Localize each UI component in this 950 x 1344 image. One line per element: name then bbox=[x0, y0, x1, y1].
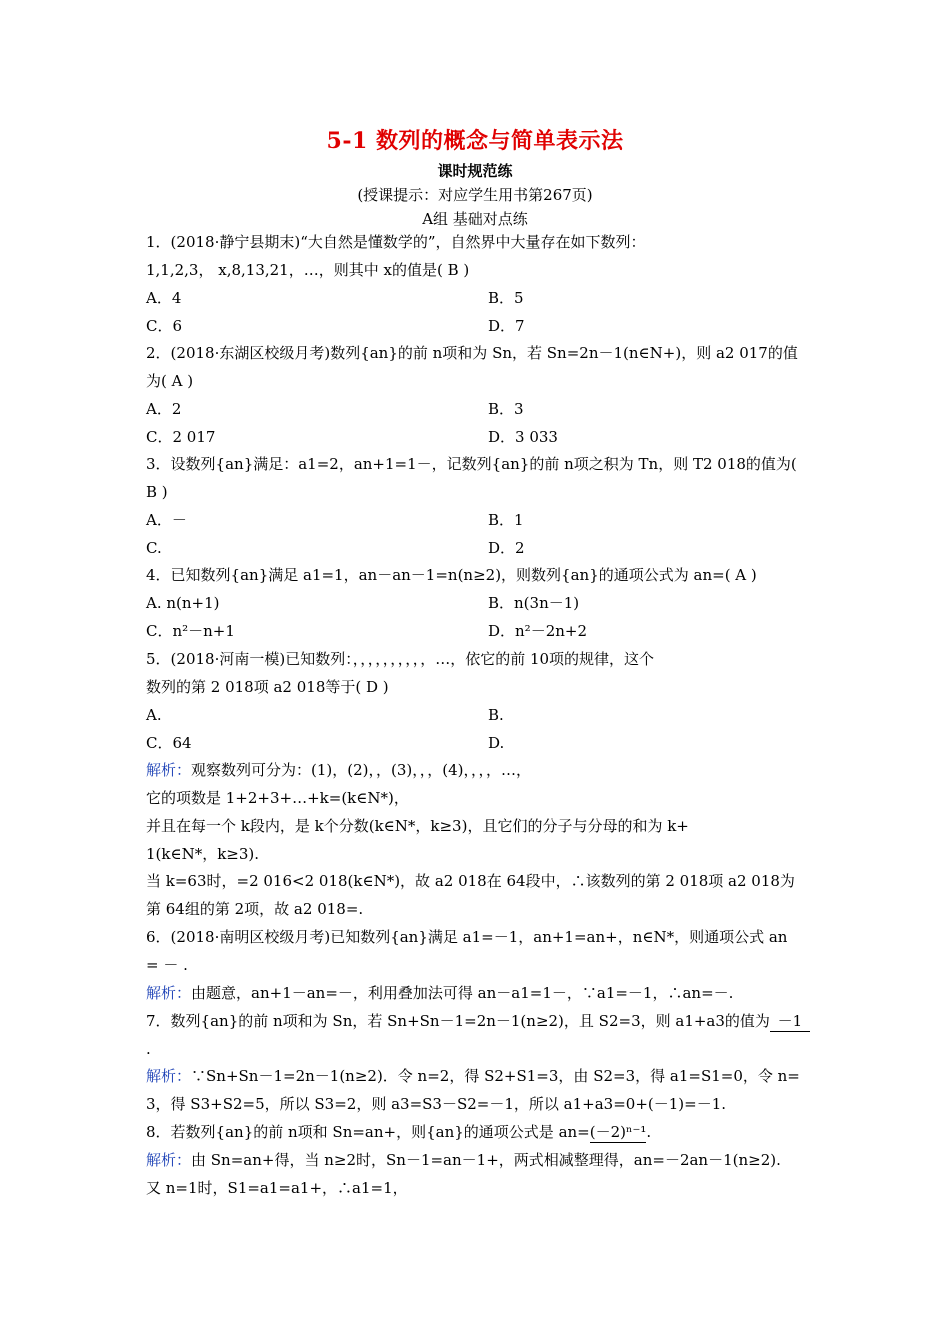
solution-5-line-4: 1(k∈N*，k≥3). bbox=[146, 845, 260, 863]
q4-option-c: C．n²－n+1 bbox=[146, 622, 235, 640]
q5-option-a: A. bbox=[146, 706, 162, 724]
question-3-line-1: 3．设数列{an}满足：a1=2，an+1=1－，记数列{an}的前 n项之积为 Tn，则 T2 018的值为( bbox=[146, 455, 797, 473]
solution-5-line-1 bbox=[146, 760, 806, 780]
q5-option-b: B. bbox=[488, 706, 504, 724]
solution-8-line-1 bbox=[146, 1150, 806, 1170]
hint-text: (授课提示：对应学生用书第267页) bbox=[357, 186, 593, 204]
solution-label: 解析： bbox=[146, 984, 192, 1002]
question-3-line-2: B ) bbox=[146, 483, 168, 501]
group-heading: A组 基础对点练 bbox=[422, 210, 528, 228]
solution-7-line-2: 3，得 S3+S2=5，所以 S3=2，则 a3=S3－S2=－1，所以 a1+a3=0+(－1)=－1. bbox=[146, 1095, 727, 1113]
q5-option-d: D. bbox=[488, 734, 505, 752]
q4-option-a: A. n(n+1) bbox=[146, 594, 220, 612]
question-5-line-2: 数列的第 2 018项 a2 018等于( D ) bbox=[146, 678, 389, 696]
question-2-line-1: 2．(2018·东湖区校级月考)数列{an}的前 n项和为 Sn，若 Sn=2n－1(n∈N+)，则 a2 017的值 bbox=[146, 344, 798, 362]
solution-label: 解析： bbox=[146, 761, 192, 779]
q2-option-a: A．2 bbox=[146, 400, 182, 418]
question-1-line-1: 1．(2018·静宁县期末)“大自然是懂数学的”，自然界中大量存在如下数列： bbox=[146, 233, 646, 251]
subtitle: 课时规范练 bbox=[437, 162, 513, 180]
q5-option-c: C．64 bbox=[146, 734, 192, 752]
solution-5-line-2: 它的项数是 1+2+3+…+k=(k∈N*)， bbox=[146, 789, 409, 807]
q1-option-a: A．4 bbox=[146, 289, 182, 307]
page-title: 5-1 数列的概念与简单表示法 bbox=[326, 128, 624, 154]
q2-option-b: B．3 bbox=[488, 400, 524, 418]
q1-option-b: B．5 bbox=[488, 289, 524, 307]
question-5-line-1: 5．(2018·河南一模)已知数列：，，，，，，，，，，…，依它的前 10项的规律，这个 bbox=[146, 650, 655, 668]
q2-option-d: D．3 033 bbox=[488, 428, 558, 446]
question-4-line-1: 4．已知数列{an}满足 a1=1，an－an－1=n(n≥2)，则数列{an}的通项公式为 an=( A ) bbox=[146, 566, 757, 584]
solution-text: ∵Sn+Sn－1=2n－1(n≥2)．令 n=2，得 S2+S1=3，由 S2=3，得 a1=S1=0，令 n= bbox=[191, 1067, 800, 1085]
solution-8-line-2: 又 n=1时，S1=a1=a1+，∴a1=1， bbox=[146, 1179, 408, 1197]
q3-option-a: A．－ bbox=[146, 511, 187, 529]
question-text: 7．数列{an}的前 n项和为 Sn，若 Sn+Sn－1=2n－1(n≥2)，且 S2=3，则 a1+a3的值为 bbox=[146, 1012, 770, 1030]
q3-option-c: C. bbox=[146, 539, 162, 557]
solution-label: 解析： bbox=[146, 1067, 192, 1085]
q3-option-d: D．2 bbox=[488, 539, 525, 557]
solution-text: 由题意，an+1－an=－，利用叠加法可得 an－a1=1－，∵a1=－1，∴an=－. bbox=[191, 984, 734, 1002]
solution-6-line-1 bbox=[146, 983, 806, 1003]
solution-label: 解析： bbox=[146, 1151, 192, 1169]
question-6-line-2: = － . bbox=[146, 956, 188, 974]
question-7-line-2: . bbox=[146, 1040, 151, 1058]
answer-blank: (－2)ⁿ⁻¹ bbox=[589, 1123, 647, 1141]
question-1-line-2: 1,1,2,3， x,8,13,21，…，则其中 x的值是( B ) bbox=[146, 261, 470, 279]
q4-option-d: D．n²－2n+2 bbox=[488, 622, 588, 640]
answer-blank: －1 bbox=[770, 1011, 810, 1032]
solution-5-line-6: 第 64组的第 2项，故 a2 018=. bbox=[146, 900, 364, 918]
question-6-line-1: 6．(2018·南明区校级月考)已知数列{an}满足 a1=－1，an+1=an+，n∈N*，则通项公式 an bbox=[146, 928, 788, 946]
question-text: 8．若数列{an}的前 n项和 Sn=an+，则{an}的通项公式是 an= bbox=[146, 1123, 590, 1141]
question-7-line-1 bbox=[146, 1011, 806, 1032]
solution-7-line-1 bbox=[146, 1066, 806, 1086]
solution-5-line-5: 当 k=63时，=2 016<2 018(k∈N*)，故 a2 018在 64段中，∴该数列的第 2 018项 a2 018为 bbox=[146, 872, 795, 890]
q1-option-c: C．6 bbox=[146, 317, 183, 335]
question-8-line-1 bbox=[146, 1122, 806, 1143]
solution-5-line-3: 并且在每一个 k段内，是 k个分数(k∈N*，k≥3)，且它们的分子与分母的和为 k+ bbox=[146, 817, 689, 835]
solution-text: 由 Sn=an+得，当 n≥2时，Sn－1=an－1+，两式相减整理得，an=－2an－1(n≥2). bbox=[191, 1151, 781, 1169]
question-2-line-2: 为( A ) bbox=[146, 372, 194, 390]
q1-option-d: D．7 bbox=[488, 317, 525, 335]
question-tail: . bbox=[646, 1123, 652, 1141]
q3-option-b: B．1 bbox=[488, 511, 524, 529]
solution-text: 观察数列可分为：(1)，(2)，，(3)，，，(4)，，，，…， bbox=[191, 761, 532, 779]
q2-option-c: C．2 017 bbox=[146, 428, 216, 446]
q4-option-b: B．n(3n－1) bbox=[488, 594, 580, 612]
